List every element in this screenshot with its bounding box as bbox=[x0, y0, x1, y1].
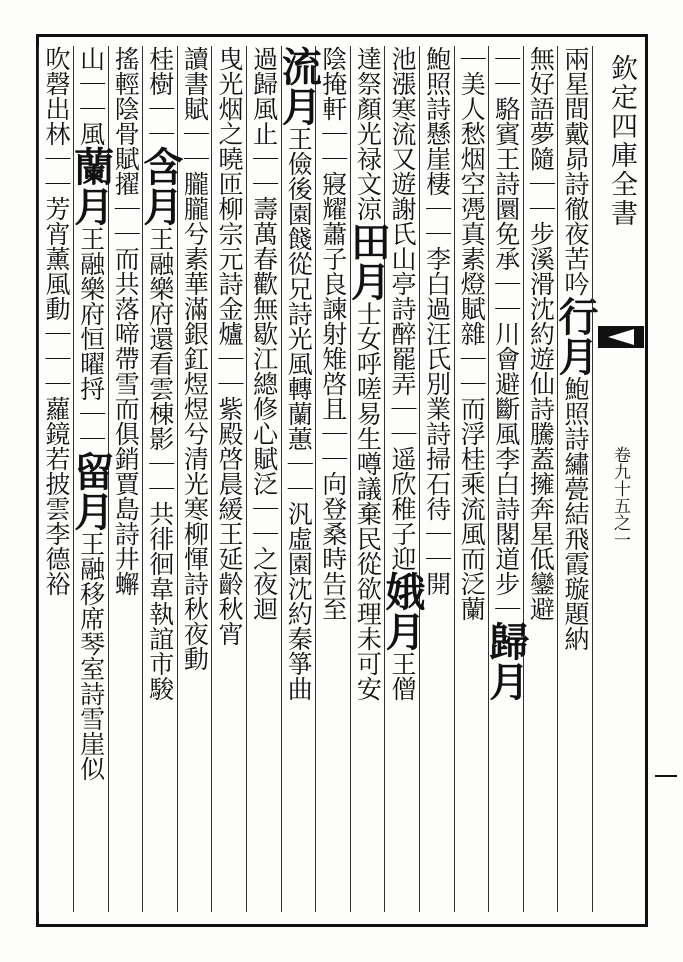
text-column bbox=[551, 46, 599, 912]
text-segment: 過歸風止｜｜壽萬春歡無歇江總修心賦泛｜｜之夜迴 bbox=[249, 46, 279, 621]
text-segment: 山｜｜風 bbox=[76, 46, 106, 146]
text-column bbox=[454, 46, 489, 912]
text-column bbox=[136, 46, 184, 912]
text-segment: 骨賦擢｜｜而共落啼帶雪而俱銷賈島詩井蠏 bbox=[111, 121, 141, 596]
text-segment: 蕭子良諫射雉啓且｜｜向登桑時告至 bbox=[318, 221, 348, 621]
text-column bbox=[378, 46, 426, 912]
heading-term: 歸月 bbox=[482, 621, 530, 701]
text-column bbox=[275, 46, 323, 912]
text-segment: 沈約遊仙詩騰蓋擁奔星低鑾避 bbox=[526, 296, 556, 621]
column-rule bbox=[38, 46, 39, 912]
column-rule bbox=[281, 46, 282, 912]
text-segment: 兩星間戴昴詩徹夜苦吟 bbox=[560, 46, 590, 296]
column-rule bbox=[523, 46, 524, 912]
text-column bbox=[211, 46, 246, 912]
column-rule bbox=[419, 46, 420, 912]
text-column bbox=[246, 46, 281, 912]
text-column bbox=[38, 46, 73, 912]
text-segment: 陰掩軒｜｜寢耀 bbox=[318, 46, 348, 221]
text-segment: 鮑照詩繡甍結飛霞璇題納 bbox=[560, 376, 590, 651]
heading-term: 娥月 bbox=[378, 571, 426, 651]
column-rule bbox=[488, 46, 489, 912]
column-rule bbox=[350, 46, 351, 912]
text-segment: 王融樂府恒曜捋｜｜ bbox=[76, 226, 106, 451]
text-segment: ｜｜紫殿啓晨緩王延齡秋宵 bbox=[214, 346, 244, 646]
text-segment: 王融移席琴室詩雪崖似 bbox=[76, 531, 106, 781]
heading-term: 田月 bbox=[344, 221, 392, 301]
text-column bbox=[482, 46, 530, 912]
heading-term: 蘭月 bbox=[67, 146, 115, 226]
fishtail-mark-icon bbox=[598, 326, 644, 348]
column-rule bbox=[73, 46, 74, 912]
text-segment: 搖輕陰 bbox=[111, 46, 141, 121]
column-rule bbox=[315, 46, 316, 912]
text-column bbox=[67, 46, 115, 912]
text-segment: 王儉後園餞從兄詩光風轉蘭蕙｜｜汎虛園沈約秦箏曲 bbox=[284, 126, 314, 701]
heading-term: 流月 bbox=[275, 46, 323, 126]
text-segment: 無好語夢隨｜｜步溪滑 bbox=[526, 46, 556, 296]
text-segment: ｜｜駱賓王詩圜免承｜｜川 bbox=[491, 46, 521, 346]
heading-term: 留月 bbox=[67, 451, 115, 531]
text-segment: ｜蘿鏡若披雲李德裕 bbox=[41, 371, 71, 596]
text-segment: 王僧 bbox=[387, 651, 417, 701]
column-rule bbox=[384, 46, 385, 912]
column-rule bbox=[211, 46, 212, 912]
text-segment: 吹磬出林｜｜ bbox=[41, 46, 71, 196]
column-rule bbox=[246, 46, 247, 912]
book-title: 欽定四庫全書 bbox=[606, 54, 637, 228]
text-column bbox=[419, 46, 454, 912]
text-segment: 會避斷風李白詩閣道步｜ bbox=[491, 346, 521, 621]
margin-tick bbox=[655, 775, 677, 777]
text-segment: 王融樂府還看雲棟影｜｜共徘徊韋執誼市駿 bbox=[145, 226, 175, 701]
text-segment: 芳宵薰風動｜｜ bbox=[41, 196, 71, 371]
text-column bbox=[523, 46, 558, 912]
heading-term: 行月 bbox=[551, 296, 599, 376]
text-segment: 鮑照詩懸崖棲｜｜李白過汪氏別業詩掃石待｜｜開 bbox=[422, 46, 452, 596]
heading-term: 含月 bbox=[136, 146, 184, 226]
text-column bbox=[315, 46, 350, 912]
column-rule bbox=[454, 46, 455, 912]
text-column bbox=[344, 46, 392, 912]
text-segment: 池漲寒流又遊謝氏山亭詩醉罷弄｜｜遥欣稚子迎 bbox=[387, 46, 417, 571]
text-segment: ｜美人愁烟空凴真素燈賦雜｜｜而浮桂乘流風而泛蘭 bbox=[457, 46, 487, 621]
column-rule bbox=[592, 46, 593, 912]
text-segment: 讀書賦｜｜朧朧兮素華滿銀釭煜煜兮清光寒柳惲詩秋夜動 bbox=[180, 46, 210, 671]
column-rule bbox=[557, 46, 558, 912]
column-rule bbox=[142, 46, 143, 912]
text-segment: 桂樹｜｜ bbox=[145, 46, 175, 146]
text-segment: 士女呼嗟易生噂議棄民從欲理未可安 bbox=[353, 301, 383, 701]
margin-column bbox=[596, 46, 646, 912]
volume-label: 卷九十五之一 bbox=[610, 446, 630, 548]
text-segment: 曳光烟之曉匝柳宗元詩金爐 bbox=[214, 46, 244, 346]
text-segment: 達祭顏光禄文涼 bbox=[353, 46, 383, 221]
